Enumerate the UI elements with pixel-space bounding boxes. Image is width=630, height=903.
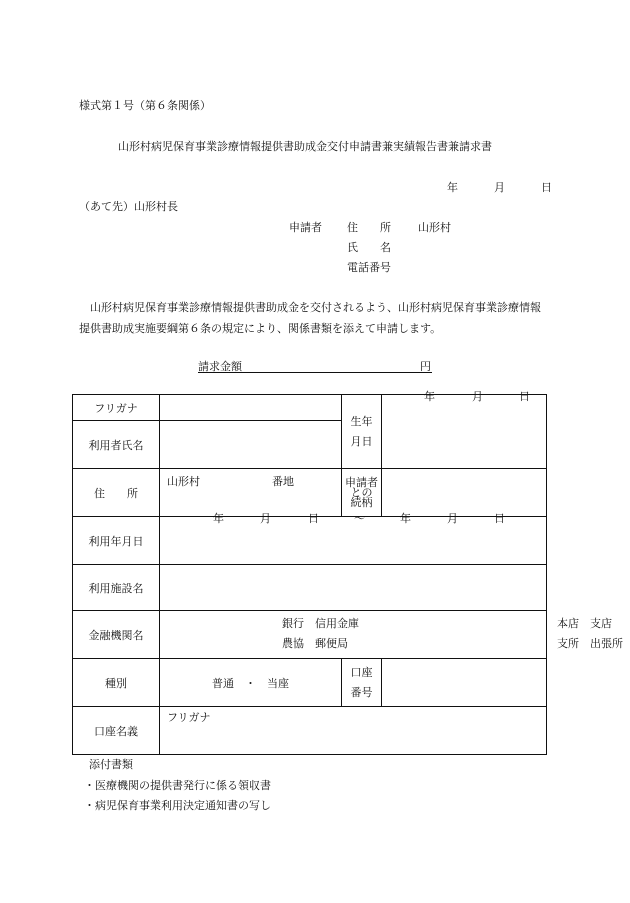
applicant-address-label: 住 所 xyxy=(347,221,391,234)
account-number-label xyxy=(342,659,382,707)
applicant-label: 申請者 xyxy=(289,221,322,234)
usage-to-day: 日 xyxy=(494,512,505,525)
usage-from-month: 月 xyxy=(260,512,271,525)
furigana-label: フリガナ xyxy=(73,395,160,421)
usage-from-year: 年 xyxy=(213,512,224,525)
address-label: 住 所 xyxy=(73,469,160,517)
date-year-label: 年 xyxy=(447,181,458,194)
birth-date-label xyxy=(342,395,382,469)
claim-amount-label: 請求金額 xyxy=(198,360,242,373)
usage-to-month: 月 xyxy=(447,512,458,525)
attachment-item: ・医療機関の提供書発行に係る領収書 xyxy=(84,779,271,792)
birth-day-label: 日 xyxy=(519,390,530,403)
date-day-label: 日 xyxy=(541,181,552,194)
form-number-label: 様式第１号（第６条関係） xyxy=(79,99,211,112)
account-type-options[interactable]: 普通 ・ 当座 xyxy=(160,659,342,707)
account-holder-furigana: フリガナ xyxy=(167,711,211,724)
account-type-label: 種別 xyxy=(73,659,160,707)
usage-tilde: ～ xyxy=(354,512,365,525)
account-holder-label: 口座名義 xyxy=(73,707,160,755)
relation-label-line2: との xyxy=(350,485,373,499)
usage-date-label: 利用年月日 xyxy=(73,517,160,565)
account-number-label-line2: 番号 xyxy=(350,685,373,699)
relation-label-line3: 続柄 xyxy=(350,495,373,509)
user-name-field[interactable] xyxy=(160,421,342,469)
bank-field[interactable] xyxy=(160,611,623,659)
birth-label-line1: 生年 xyxy=(350,414,373,428)
applicant-address-value: 山形村 xyxy=(418,221,451,234)
applicant-phone-label: 電話番号 xyxy=(347,261,391,274)
table-row xyxy=(73,707,547,755)
user-name-label: 利用者氏名 xyxy=(73,421,160,469)
facility-label: 利用施設名 xyxy=(73,565,160,611)
facility-field[interactable] xyxy=(160,565,547,611)
bank-label: 金融機関名 xyxy=(73,611,160,659)
addressee: （あて先）山形村長 xyxy=(79,200,178,213)
account-number-field[interactable] xyxy=(382,659,547,707)
furigana-field[interactable] xyxy=(160,395,342,421)
application-details-table xyxy=(72,390,623,755)
usage-to-year: 年 xyxy=(400,512,411,525)
birth-month-label: 月 xyxy=(472,390,483,403)
attachments-heading: 添付書類 xyxy=(89,758,133,771)
claim-unit-label: 円 xyxy=(420,360,431,373)
claim-amount-underline[interactable] xyxy=(198,372,432,373)
birth-year-label: 年 xyxy=(424,390,435,403)
usage-date-field[interactable] xyxy=(160,512,547,565)
date-month-label: 月 xyxy=(494,181,505,194)
bank-type-line1: 銀行 信用金庫 xyxy=(282,617,359,630)
account-number-label-line1: 口座 xyxy=(350,665,373,679)
table-row xyxy=(73,611,547,659)
application-statement: 山形村病児保育事業診療情報提供書助成金を交付されるよう、山形村病児保育事業診療情報提供書助成実施要綱第６条の規定により、関係書類を添えて申請します。 xyxy=(79,301,541,335)
form-title: 山形村病児保育事業診療情報提供書助成金交付申請書兼実績報告書兼請求書 xyxy=(118,140,492,153)
address-prefix: 山形村 xyxy=(167,475,200,488)
usage-from-day: 日 xyxy=(308,512,319,525)
relation-label-line1: 申請者 xyxy=(345,475,378,489)
table-row xyxy=(73,659,547,707)
address-suffix: 番地 xyxy=(272,475,294,488)
branch-type-line1: 本店 支店 xyxy=(557,617,612,630)
table-row xyxy=(73,565,547,611)
table-row xyxy=(73,395,547,421)
birth-date-field[interactable] xyxy=(382,390,547,469)
branch-type-line2: 支所 出張所 xyxy=(557,637,623,650)
account-holder-field[interactable] xyxy=(160,707,547,755)
bank-type-line2: 農協 郵便局 xyxy=(282,637,348,650)
table-row xyxy=(73,517,547,565)
attachment-item: ・病児保育事業利用決定通知書の写し xyxy=(84,799,271,812)
applicant-name-label: 氏 名 xyxy=(347,241,391,254)
birth-label-line2: 月日 xyxy=(350,434,373,448)
